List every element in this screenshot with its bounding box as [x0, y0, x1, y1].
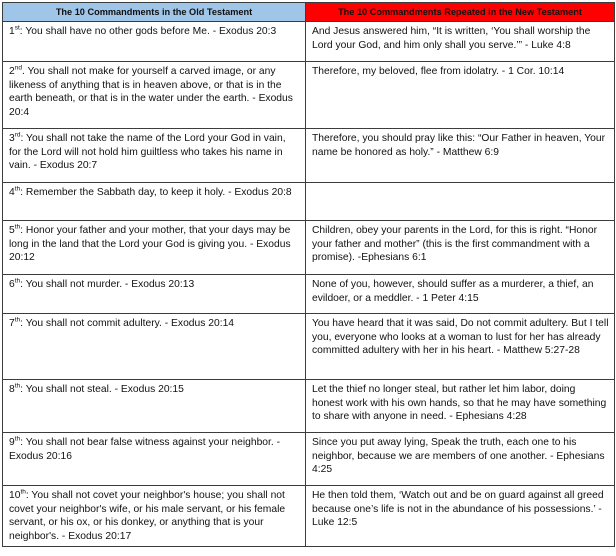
table-row [3, 275, 615, 314]
commandment-text: . You shall not make for yourself a carved image, or any likeness of anything that is in heaven above, or that is in the earth beneath, or that is in the water under the earth. - Exodus 20:4 [9, 66, 293, 118]
commandment-text: : You shall not take the name of the Lord your God in vain, for the Lord will not hold him guiltless who takes his name in vain. - Exodus 20:7 [9, 133, 286, 171]
ordinal-suffix: th [14, 223, 21, 231]
commandment-text: : Honor your father and your mother, that your days may be long in the land that the Lord your God is giving you. - Exodus 20:12 [9, 225, 291, 263]
ordinal-suffix: rd [14, 131, 21, 139]
new-testament-cell: Therefore, you should pray like this: “Our Father in heaven, Your name be honored as holy.” - Matthew 6:9 [306, 129, 615, 183]
commandment-text: : You shall not murder. - Exodus 20:13 [20, 279, 195, 290]
table-row [3, 62, 615, 129]
commandment-text: : You shall not steal. - Exodus 20:15 [20, 384, 184, 395]
table-row [3, 183, 615, 221]
commandment-text: : You shall not covet your neighbor's house; you shall not covet your neighbor's wife, or his male servant, or his female servant, or his ox, or his donkey, or anything that is your neighbor's. - Exodus 20:17 [9, 490, 286, 542]
commandment-number: 6 [9, 279, 15, 290]
table-row [3, 221, 615, 275]
new-testament-cell: And Jesus answered him, “It is written, ‘You shall worship the Lord your God, and him only shall you serve.’” - Luke 4:8 [306, 22, 615, 62]
ordinal-suffix: th [14, 185, 21, 193]
ordinal-suffix: th [14, 277, 21, 285]
new-testament-header: The 10 Commandments Repeated in the New Testament [306, 3, 615, 22]
commandment-number: 7 [9, 318, 15, 329]
commandment-text: : You shall not commit adultery. - Exodus 20:14 [20, 318, 235, 329]
ordinal-suffix: th [14, 435, 21, 443]
commandment-text: : You shall not bear false witness against your neighbor. - Exodus 20:16 [9, 437, 281, 462]
new-testament-cell: Let the thief no longer steal, but rather let him labor, doing honest work with his own hands, so that he may have something to share with anyone in need. - Ephesians 4:28 [306, 380, 615, 433]
new-testament-cell [306, 183, 615, 221]
ordinal-suffix: th [20, 488, 26, 496]
old-testament-cell [3, 221, 306, 275]
ordinal-suffix: st [14, 24, 20, 32]
old-testament-header: The 10 Commandments in the Old Testament [3, 3, 306, 22]
commandment-number: 10 [9, 490, 21, 501]
table-row [3, 314, 615, 380]
table-row [3, 433, 615, 486]
new-testament-cell: You have heard that it was said, Do not commit adultery. But I tell you, everyone who looks at a woman to lust for her has already committed adultery with her in his heart. - Matthew 5:27-28 [306, 314, 615, 380]
new-testament-cell: He then told them, ‘Watch out and be on guard against all greed because one’s life is not in the abundance of his possessions.’ - Luke 12:5 [306, 486, 615, 547]
commandment-number: 8 [9, 384, 15, 395]
table-row [3, 22, 615, 62]
commandment-number: 9 [9, 437, 15, 448]
new-testament-cell: Children, obey your parents in the Lord, for this is right. “Honor your father and mother” (this is the first commandment with a promise). -Ephesians 6:1 [306, 221, 615, 275]
new-testament-cell: None of you, however, should suffer as a murderer, a thief, an evildoer, or a meddler. - 1 Peter 4:15 [306, 275, 615, 314]
old-testament-cell [3, 314, 306, 380]
old-testament-cell [3, 433, 306, 486]
commandment-text: : Remember the Sabbath day, to keep it holy. - Exodus 20:8 [20, 187, 292, 198]
ordinal-suffix: nd [14, 64, 22, 72]
old-testament-cell [3, 380, 306, 433]
commandment-number: 3 [9, 133, 15, 144]
old-testament-cell [3, 486, 306, 547]
commandment-text: : You shall have no other gods before Me. - Exodus 20:3 [19, 26, 277, 37]
new-testament-cell: Therefore, my beloved, flee from idolatry. - 1 Cor. 10:14 [306, 62, 615, 129]
old-testament-cell [3, 275, 306, 314]
ordinal-suffix: th [14, 382, 21, 390]
ordinal-suffix: th [14, 316, 21, 324]
new-testament-cell: Since you put away lying, Speak the truth, each one to his neighbor, because we are members of one another. - Ephesians 4:25 [306, 433, 615, 486]
table-row [3, 380, 615, 433]
commandment-number: 1 [9, 26, 15, 37]
old-testament-cell [3, 129, 306, 183]
old-testament-cell [3, 183, 306, 221]
commandment-number: 4 [9, 187, 15, 198]
table-row [3, 129, 615, 183]
commandments-table [2, 2, 615, 547]
table-row [3, 486, 615, 547]
header-row [3, 3, 615, 22]
commandment-number: 5 [9, 225, 15, 236]
old-testament-cell [3, 62, 306, 129]
old-testament-cell [3, 22, 306, 62]
commandment-number: 2 [9, 66, 15, 77]
